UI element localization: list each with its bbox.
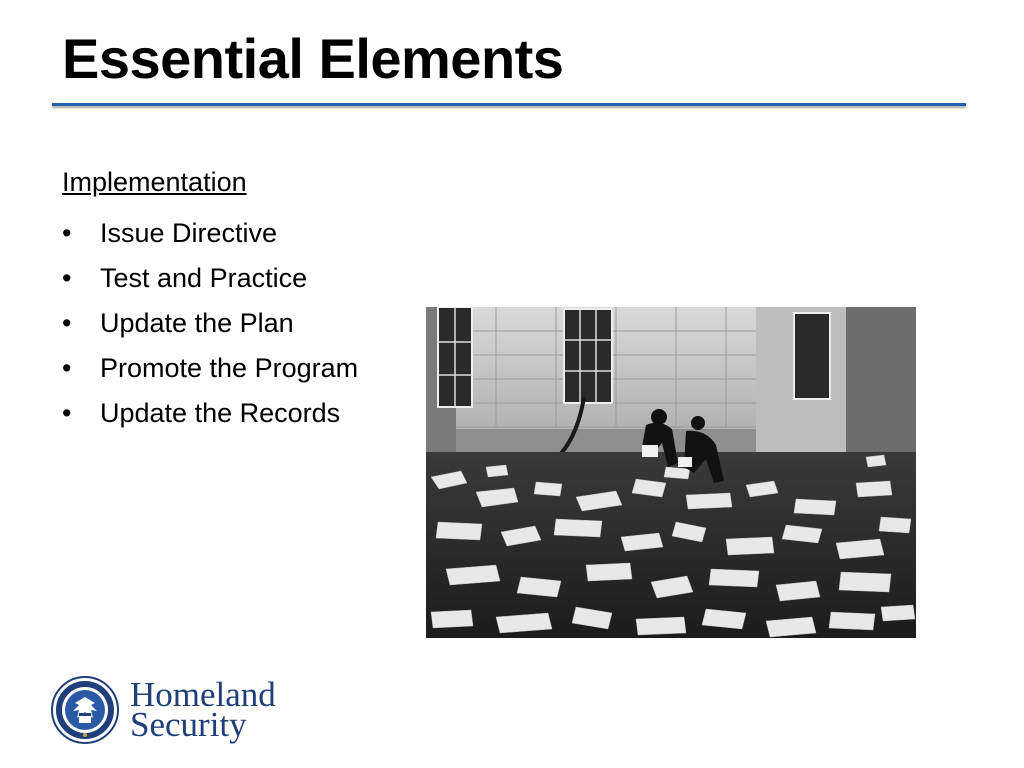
list-item (62, 345, 358, 390)
bullet-icon: • (62, 217, 72, 248)
list-item-label: Promote the Program (100, 352, 359, 383)
list-item-label: Test and Practice (100, 262, 308, 293)
slide-title: Essential Elements (62, 27, 564, 90)
list-item-label: Update the Records (100, 397, 341, 428)
title-divider (52, 103, 966, 106)
bullet-icon: • (62, 262, 72, 293)
list-item (62, 210, 358, 255)
logo-line1: Homeland (130, 675, 276, 714)
list-item (62, 300, 358, 345)
section-subheading: Implementation (62, 167, 247, 197)
bullet-icon: • (62, 352, 72, 383)
list-item-label: Issue Directive (100, 217, 278, 248)
list-item (62, 390, 358, 435)
bullet-icon: • (62, 397, 72, 428)
dhs-seal-icon (50, 675, 120, 745)
list-item-label: Update the Plan (100, 307, 294, 338)
archive-photo (426, 307, 916, 638)
photo-archive-records-scattered-icon (426, 307, 916, 638)
logo-line2: Security (130, 705, 247, 744)
bullet-list (62, 210, 358, 435)
bullet-icon: • (62, 307, 72, 338)
dhs-logo (50, 675, 276, 745)
list-item (62, 255, 358, 300)
